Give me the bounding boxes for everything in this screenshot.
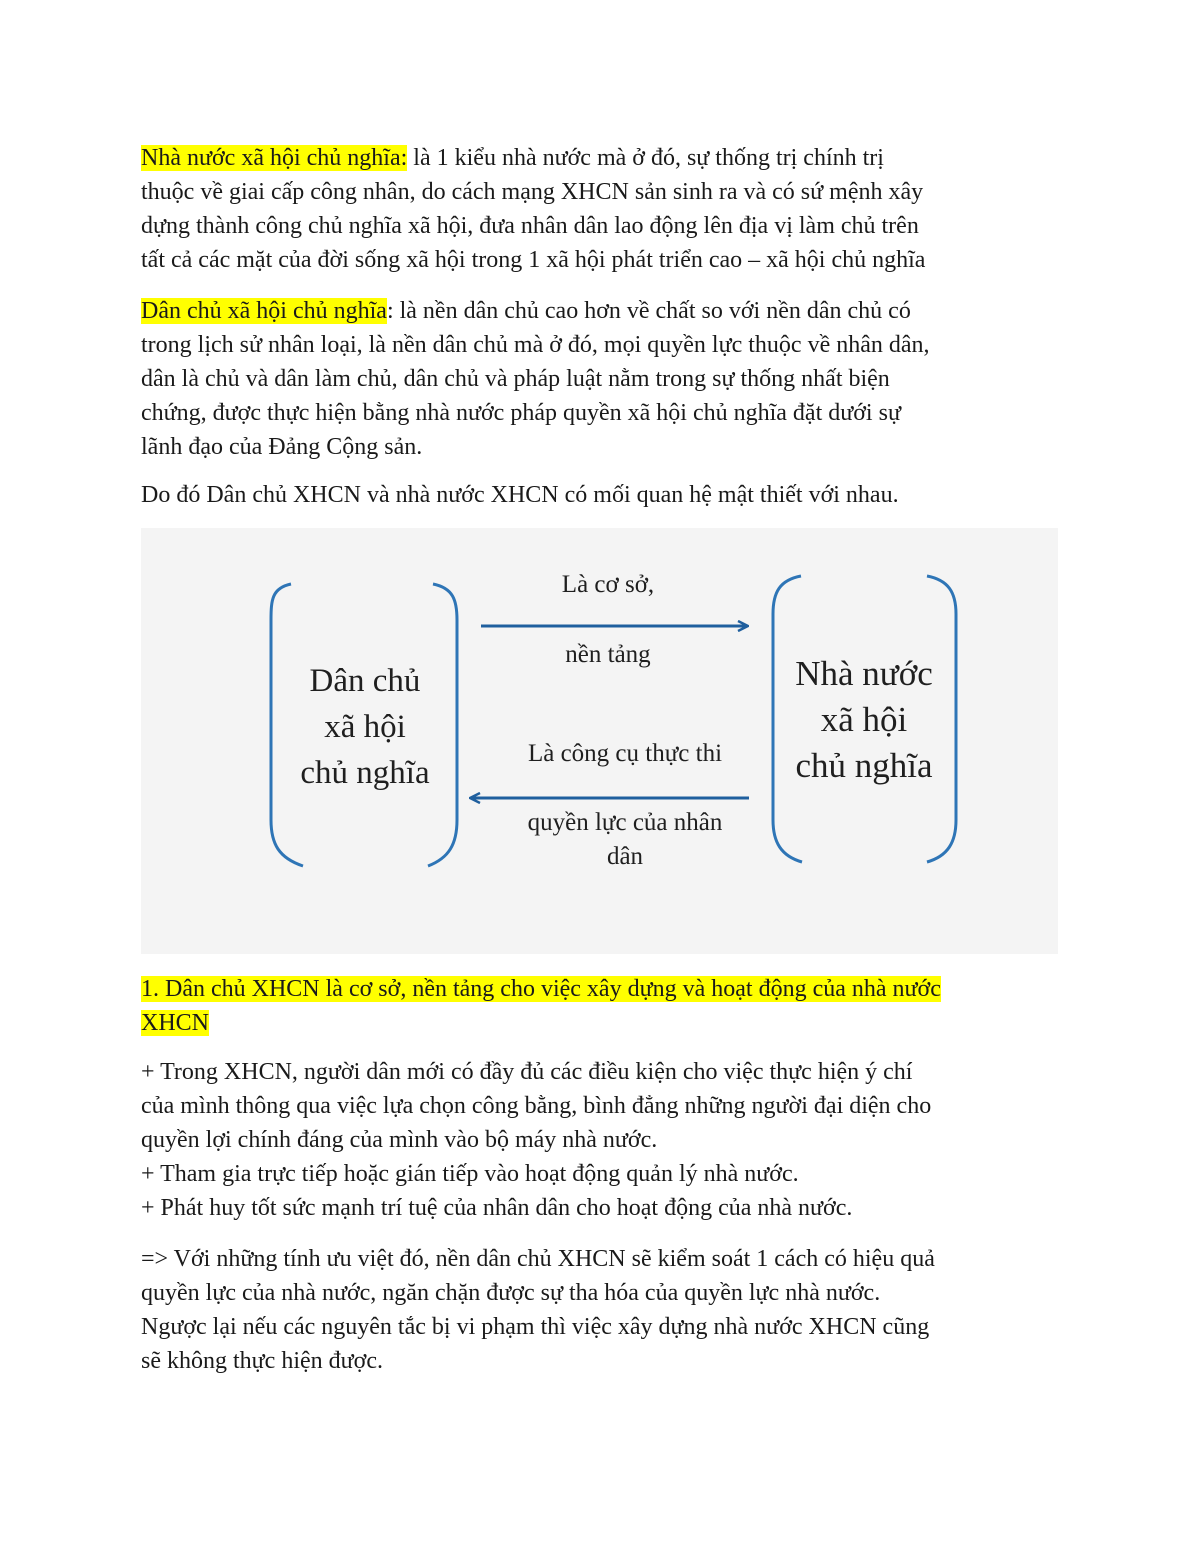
left-box-open-bracket xyxy=(271,584,303,866)
section-1-heading: 1. Dân chủ XHCN là cơ sở, nền tảng cho việc xây dựng và hoạt động của nhà nước XHCN xyxy=(141,976,941,1036)
bullet-line: + Phát huy tốt sức mạnh trí tuệ của nhân dân cho hoạt động của nhà nước. xyxy=(141,1195,853,1221)
term-democracy: Dân chủ xã hội chủ nghĩa xyxy=(141,298,387,324)
left-box-line-3: chủ nghĩa xyxy=(300,755,430,791)
right-box-line-1: Nhà nước xyxy=(795,654,933,693)
relationship-diagram xyxy=(141,528,1058,954)
bullet-line: quyền lợi chính đáng của mình vào bộ máy nhà nước. xyxy=(141,1127,658,1153)
left-box-line-2: xã hội xyxy=(324,709,406,745)
relation-sentence: Do đó Dân chủ XHCN và nhà nước XHCN có mối quan hệ mật thiết với nhau. xyxy=(141,482,899,508)
definition-democracy: Dân chủ xã hội chủ nghĩa: là nền dân chủ cao hơn về chất so với nền dân chủ có trong lịch sử nhân loại, là nền dân chủ mà ở đó, mọi quyền lực thuộc về nhân dân, dân là chủ và dân làm chủ, dân chủ và pháp luật nằm trong sự thống nhất biện chứng, được thực hiện bằng nhà nước pháp quyền xã hội chủ nghĩa đặt dưới sự lãnh đạo của Đảng Cộng sản. xyxy=(141,298,930,460)
definition-state: Nhà nước xã hội chủ nghĩa: là 1 kiểu nhà nước mà ở đó, sự thống trị chính trị thuộc về giai cấp công nhân, do cách mạng XHCN sản sinh ra và có sứ mệnh xây dựng thành công chủ nghĩa xã hội, đưa nhân dân lao động lên địa vị làm chủ trên tất cả các mặt của đời sống xã hội trong 1 xã hội phát triển cao – xã hội chủ nghĩa xyxy=(141,145,926,273)
right-box-line-3: chủ nghĩa xyxy=(795,746,933,785)
right-box-open-bracket xyxy=(773,576,802,862)
arrow-right-label-2: nền tảng xyxy=(565,641,651,668)
section-1-bullets xyxy=(141,1055,1061,1225)
arrow-right-label-1: Là cơ sở, xyxy=(561,571,655,598)
left-box-close-bracket xyxy=(428,584,457,866)
left-box-line-1: Dân chủ xyxy=(309,663,421,699)
bullet-line: + Trong XHCN, người dân mới có đầy đủ các điều kiện cho việc thực hiện ý chí xyxy=(141,1059,913,1085)
section-1-conclusion: => Với những tính ưu việt đó, nền dân chủ XHCN sẽ kiểm soát 1 cách có hiệu quả quyền lực của nhà nước, ngăn chặn được sự tha hóa của quyền lực nhà nước. Ngược lại nếu các nguyên tắc bị vi phạm thì việc xây dựng nhà nước XHCN cũng sẽ không thực hiện được. xyxy=(141,1246,935,1374)
bullet-line: + Tham gia trực tiếp hoặc gián tiếp vào hoạt động quản lý nhà nước. xyxy=(141,1161,799,1187)
right-box-close-bracket xyxy=(927,576,956,862)
arrow-left-label-1: Là công cụ thực thi xyxy=(527,740,723,767)
arrow-left-label-2: quyền lực của nhân xyxy=(527,809,723,836)
bullet-line: của mình thông qua việc lựa chọn công bằng, bình đẳng những người đại diện cho xyxy=(141,1093,932,1119)
diagram-svg xyxy=(141,528,1058,954)
term-state: Nhà nước xã hội chủ nghĩa: xyxy=(141,145,408,171)
right-box-line-2: xã hội xyxy=(820,700,908,739)
arrow-left-label-3: dân xyxy=(606,843,644,870)
